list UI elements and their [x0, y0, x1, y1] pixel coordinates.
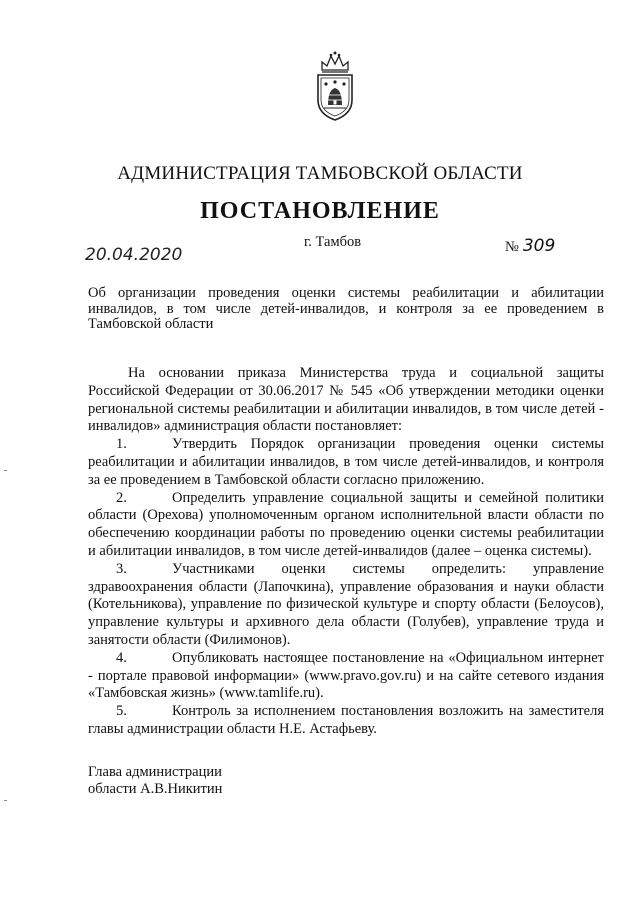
- document-body: [88, 365, 604, 739]
- item-text: Утвердить Порядок организации проведения оценки системы реабилитации и абилитации инвалидов, в том числе детей-инвалидов, и контроля за ее проведением в Тамбовской области согласно приложению.: [88, 436, 604, 488]
- organization-title: АДМИНИСТРАЦИЯ ТАМБОВСКОЙ ОБЛАСТИ: [117, 163, 523, 184]
- list-item: [88, 561, 604, 650]
- preamble-paragraph: На основании приказа Министерства труда и социальной защиты Российской Федерации от 30.06.2017 № 545 «Об утверждении методики оценки региональной системы реабилитации и абилитации инвалидов, в том числе детей - инвалидов» администрация области постановляет:: [88, 365, 604, 435]
- item-text: Контроль за исполнением постановления возложить на заместителя главы администрации области Н.Е. Астафьеву.: [88, 703, 604, 737]
- item-number: 5.: [116, 703, 127, 720]
- item-number: 2.: [116, 489, 127, 506]
- list-item: [88, 490, 604, 561]
- signature-line-name: области А.В.Никитин: [88, 781, 223, 797]
- document-city: г. Тамбов: [304, 234, 362, 250]
- number-value: 309: [522, 236, 556, 256]
- document-number: [505, 236, 555, 256]
- scan-margin-mark: [4, 800, 7, 801]
- document-date: 20.04.2020: [85, 245, 183, 265]
- item-text: Участниками оценки системы определить: управление здравоохранения области (Лапочкина), управление образования и науки области (Котельникова), управление по физической культуре и спорту области (Белоусов), управление культуры и архивного дела области (Голубев), управление труда и занятости области (Филимонов).: [88, 560, 604, 648]
- scan-margin-mark: [4, 470, 7, 471]
- list-item: [88, 650, 604, 703]
- item-text: Определить управление социальной защиты и семейной политики области (Орехова) уполномоченным органом исполнительной власти области по обеспечению координации работы по проведению оценки системы реабилитации и абилитации инвалидов, в том числе детей-инвалидов (далее – оценка системы).: [88, 489, 604, 559]
- signature-line-title: Глава администрации: [88, 764, 222, 780]
- document-type-title: ПОСТАНОВЛЕНИЕ: [200, 198, 440, 224]
- item-number: 1.: [116, 436, 127, 453]
- item-number: 4.: [116, 649, 127, 666]
- signature-block: [88, 764, 222, 798]
- item-text: Опубликовать настоящее постановление на «Официальном интернет - портале правовой информации» (www.pravo.gov.ru) и на сайте сетевого издания «Тамбовская жизнь» (www.tamlife.ru).: [88, 649, 604, 702]
- document-subject: Об организации проведения оценки системы реабилитации и абилитации инвалидов, в том числе детей-инвалидов, и контроля за ее проведением в Тамбовской области: [88, 285, 604, 332]
- list-item: [88, 436, 604, 489]
- list-item: [88, 703, 604, 739]
- number-sign: №: [505, 239, 519, 255]
- coat-of-arms-icon: [312, 50, 358, 122]
- item-number: 3.: [116, 560, 127, 577]
